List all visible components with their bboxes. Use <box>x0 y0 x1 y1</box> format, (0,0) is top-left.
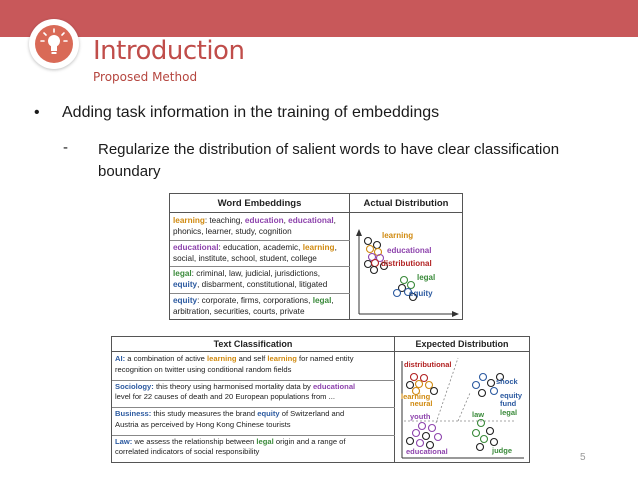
row-text: , <box>334 242 337 252</box>
keyword: learning <box>302 242 335 252</box>
word-point <box>473 382 480 389</box>
actual-distribution-plot <box>351 214 462 319</box>
row-line <box>173 242 348 253</box>
row-text: , <box>333 216 336 225</box>
word-point <box>411 374 418 381</box>
sub-bullet-marker: - <box>63 139 68 156</box>
row-text: : teaching, <box>204 216 245 225</box>
word-point <box>491 388 498 395</box>
row-text: this study measures the brand <box>151 409 258 418</box>
point-label: legal <box>417 273 436 282</box>
word-point <box>426 382 433 389</box>
row-line <box>173 295 348 306</box>
row-text: level for 22 causes of death and 20 European populations from ... <box>115 392 335 401</box>
word-point <box>429 425 436 432</box>
row-text: for named entity <box>296 354 354 363</box>
keyword: learning <box>173 216 205 225</box>
row-divider <box>170 266 350 267</box>
point-label: educational <box>406 447 448 456</box>
word-point <box>435 434 442 441</box>
word-point <box>487 428 494 435</box>
point-label: legal <box>500 408 518 417</box>
row-text: correlated indicators of social responsibility <box>115 447 260 456</box>
point-label: fund <box>500 399 517 408</box>
row-line <box>173 215 348 226</box>
expected-distribution-header: Expected Distribution <box>395 337 529 352</box>
word-point <box>491 439 498 446</box>
figure-row <box>173 215 348 237</box>
boundary-line <box>458 393 470 421</box>
point-label: neural <box>410 399 433 408</box>
row-text: this theory using harmonised mortality data by <box>153 381 313 391</box>
figure-row <box>173 295 348 317</box>
row-text: : education, academic, <box>218 242 303 252</box>
keyword: education <box>244 216 284 225</box>
figure-row <box>173 242 348 264</box>
row-divider <box>112 407 395 408</box>
row-text: : criminal, law, judicial, jurisdictions, <box>191 269 320 278</box>
keyword: educational <box>173 242 219 252</box>
keyword: legal <box>256 436 274 446</box>
point-label: learning <box>401 392 431 401</box>
sub-bullet-text: Regularize the distribution of salient words to have clear classification boundary <box>98 141 560 180</box>
row-text: origin and a range of <box>273 436 346 446</box>
row-divider <box>112 380 395 381</box>
row-line <box>173 253 348 264</box>
word-point <box>413 430 420 437</box>
word-point <box>479 390 486 397</box>
word-point <box>394 290 401 297</box>
figure-row <box>115 437 393 458</box>
row-text: phonics, learner, study, cognition <box>173 227 292 236</box>
row-text: we assess the relationship between <box>132 436 257 446</box>
point-label: distributional <box>381 259 432 268</box>
keyword: equity <box>257 409 280 418</box>
word-point <box>374 242 381 249</box>
word-point <box>407 382 414 389</box>
word-point <box>488 380 495 387</box>
keyword: educational <box>288 216 334 225</box>
word-point <box>365 238 372 245</box>
point-label: judge <box>492 446 512 455</box>
word-point <box>481 436 488 443</box>
bullet-text: Adding task information in the training of embeddings <box>62 104 440 121</box>
row-line <box>173 226 348 237</box>
word-point <box>419 423 426 430</box>
word-point <box>431 388 438 395</box>
row-line <box>115 392 393 403</box>
keyword: Sociology: <box>115 381 154 391</box>
row-text: a combination of active <box>125 354 208 363</box>
row-divider <box>170 240 350 241</box>
row-line <box>115 382 393 393</box>
expected-distribution-plot <box>396 353 529 462</box>
keyword: Business: <box>115 409 152 418</box>
row-text: , <box>331 295 334 305</box>
text-classification-header: Text Classification <box>112 337 395 352</box>
row-text: of Switzerland and <box>279 409 345 418</box>
keyword: educational <box>312 381 356 391</box>
point-label: law <box>472 410 485 419</box>
x-axis-arrow <box>452 311 459 317</box>
keyword: learning <box>267 354 297 363</box>
row-text: and self <box>236 354 268 363</box>
word-point <box>423 433 430 440</box>
row-text: social, institute, school, student, college <box>173 253 317 263</box>
keyword: equity <box>173 295 198 305</box>
header-bar <box>0 0 638 37</box>
point-label: learning <box>382 231 414 240</box>
word-point <box>473 430 480 437</box>
word-point <box>407 438 414 445</box>
point-label: shock <box>496 377 518 386</box>
logo-badge <box>29 19 79 69</box>
page-subtitle: Proposed Method <box>93 70 198 84</box>
row-text: , disbarment, constitutional, litigated <box>197 280 328 289</box>
row-line <box>115 420 393 431</box>
row-line <box>115 409 393 420</box>
point-label: educational <box>387 246 432 255</box>
point-label: distributional <box>404 360 452 369</box>
word-embeddings-header: Word Embeddings <box>170 194 350 213</box>
text-classification-rows <box>112 352 395 462</box>
row-line <box>115 365 393 376</box>
word-point <box>365 261 372 268</box>
keyword: legal <box>312 295 332 305</box>
word-embeddings-figure <box>169 193 463 320</box>
word-point <box>401 277 408 284</box>
keyword: learning <box>207 354 237 363</box>
figure-row <box>115 382 393 403</box>
word-embeddings-rows <box>170 213 350 319</box>
row-text: Austria as perceived by Hong Kong Chinese tourists <box>115 419 291 429</box>
row-divider <box>112 435 395 436</box>
row-line <box>173 306 348 317</box>
word-point <box>372 260 379 267</box>
word-point <box>408 282 415 289</box>
word-point <box>477 444 484 451</box>
row-line <box>173 268 348 279</box>
text-classification-figure <box>111 336 530 463</box>
y-axis-arrow <box>356 229 362 236</box>
figure-row <box>115 354 393 375</box>
actual-distribution-header: Actual Distribution <box>350 194 462 213</box>
row-text: recognition on twitter using conditional random fields <box>115 364 292 374</box>
keyword: AI: <box>115 354 126 363</box>
row-line <box>115 437 393 448</box>
row-text: : corporate, firms, corporations, <box>197 295 313 305</box>
word-point <box>367 246 374 253</box>
page-title: Introduction <box>93 36 245 66</box>
row-text: arbitration, securities, courts, private <box>173 306 305 316</box>
point-label: equity <box>409 289 433 298</box>
keyword: legal <box>173 269 192 278</box>
figure-row <box>115 409 393 430</box>
row-text: , <box>283 216 289 225</box>
point-label: equity <box>500 391 523 400</box>
word-point <box>421 375 428 382</box>
word-point <box>480 374 487 381</box>
row-line <box>115 447 393 458</box>
row-line <box>115 354 393 365</box>
point-label: youth <box>410 412 431 421</box>
page-number: 5 <box>580 452 586 463</box>
row-divider <box>170 293 350 294</box>
keyword: equity <box>173 280 198 289</box>
word-point <box>416 381 423 388</box>
bullet-marker: • <box>34 104 40 121</box>
figure-row <box>173 268 348 290</box>
logo-background <box>35 25 73 63</box>
word-point <box>417 440 424 447</box>
word-point <box>371 267 378 274</box>
word-point <box>478 420 485 427</box>
keyword: Law: <box>115 436 133 446</box>
lightbulb-icon <box>35 25 73 63</box>
row-line <box>173 279 348 290</box>
